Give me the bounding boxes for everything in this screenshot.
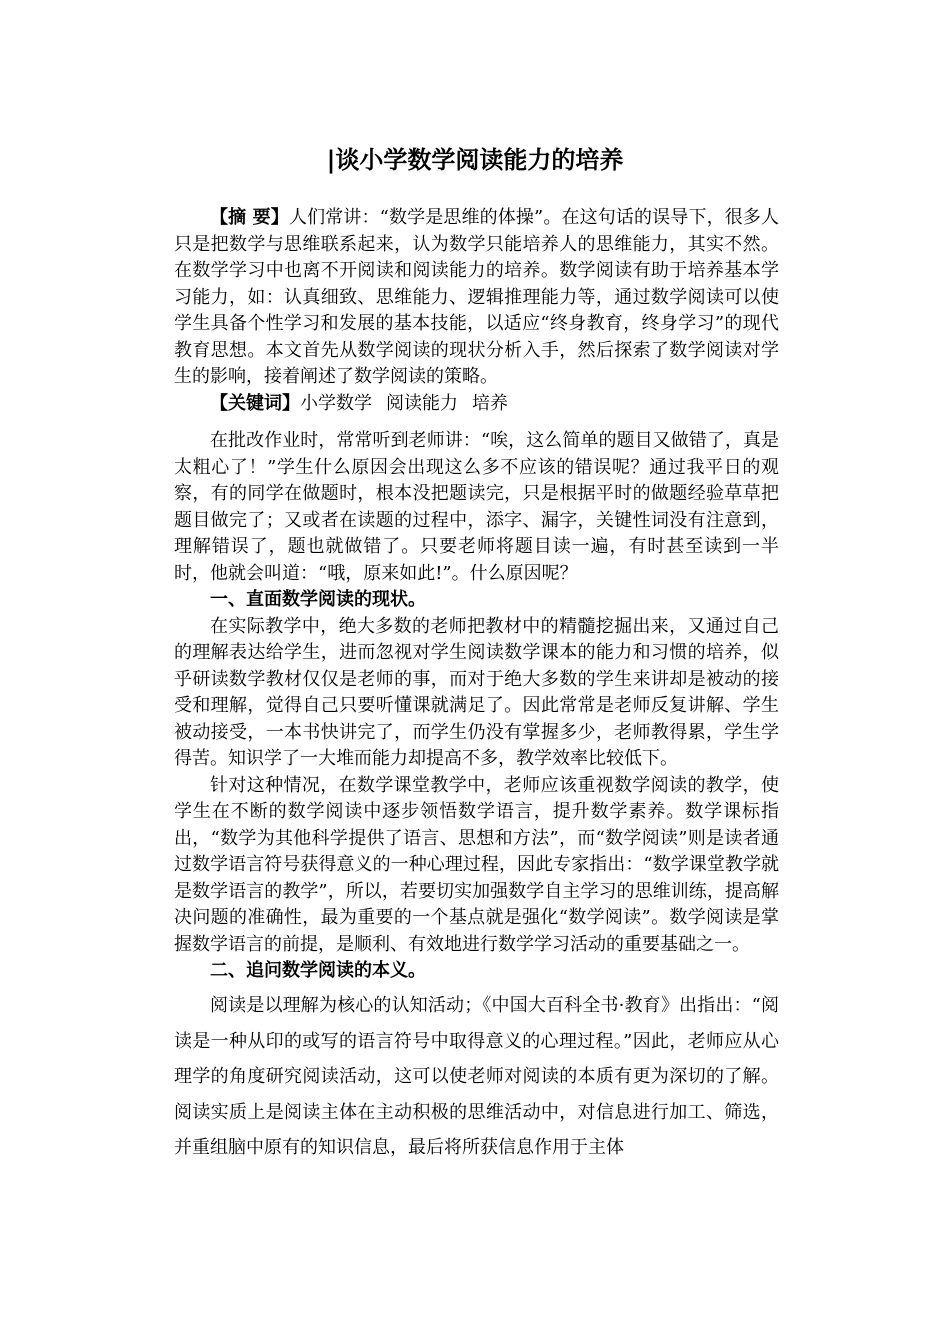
section1-paragraph-2: 针对这种情况，在数学课堂教学中，老师应该重视数学阅读的教学，使学生在不断的数学阅读中逐步领悟数学语言，提升数学素养。数学课标指出，“数学为其他科学提供了语言、思想和方法”，而“数学阅读”则是读者通过数学语言符号获得意义的一种心理过程，因此专家指出：“数学课堂教学就是数学语言的教学”，所以，若要切实加强数学自主学习的思维训练，提高解决问题的准确性，最为重要的一个基点就是强化“数学阅读”。数学阅读是掌握数学语言的前提，是顺利、有效地进行数学学习活动的重要基础之一。 xyxy=(174,774,779,955)
abstract-paragraph xyxy=(174,205,779,391)
section2-paragraph-1: 阅读是以理解为核心的认知活动；《中国大百科全书·教育》出指出：“阅读是一种从印的或写的语言符号中取得意义的心理过程。”因此，老师应从心理学的角度研究阅读活动，这可以使老师对阅读的本质有更为深切的了解。阅读实质上是阅读主体在主动积极的思维活动中，对信息进行加工、筛选，并重组脑中原有的知识信息，最后将所获信息作用于主体 xyxy=(174,995,779,1158)
keywords-label: 【关键词】 xyxy=(210,392,300,414)
section1-paragraph-1: 在实际教学中，绝大多数的老师把教材中的精髓挖掘出来，又通过自己的理解表达给学生，进而忽视对学生阅读数学课本的能力和习惯的培养，似乎研读数学教材仅仅是老师的事，而对于绝大多数的学生来讲却是被动的接受和理解，觉得自己只要听懂课就满足了。因此常常是老师反复讲解、学生被动接受，一本书快讲完了，而学生仍没有掌握多少，老师教得累，学生学得苦。知识学了一大堆而能力却提高不多，教学效率比较低下。 xyxy=(174,615,779,769)
intro-paragraph: 在批改作业时，常常听到老师讲：“唉，这么简单的题目又做错了，真是太粗心了！”学生什么原因会出现这么多不应该的错误呢？通过我平日的观察，有的同学在做题时，根本没把题读完，只是根据平时的做题经验草草把题目做完了；又或者在读题的过程中，添字、漏字，关键性词没有注意到，理解错误了，题也就做错了。只要老师将题目读一遍，有时甚至读到一半时，他就会叫道：“哦，原来如此!”。什么原因呢？ xyxy=(174,430,779,584)
section2-body xyxy=(174,988,779,1166)
keyword-item: 小学数学 xyxy=(300,392,372,414)
abstract-label: 【摘 要】 xyxy=(210,207,289,228)
keyword-item: 培养 xyxy=(472,392,508,414)
section-heading: 一、直面数学阅读的现状。 xyxy=(210,589,426,610)
abstract-block xyxy=(174,205,779,417)
document-title: |谈小学数学阅读能力的培养 xyxy=(326,146,624,174)
main-body xyxy=(174,428,779,985)
keyword-item: 阅读能力 xyxy=(386,392,458,414)
abstract-text: 人们常讲：“数学是思维的体操”。在这句话的误导下，很多人只是把数学与思维联系起来，认为数学只能培养人的思维能力，其实不然。在数学学习中也离不开阅读和阅读能力的培养。数学阅读有助于培养基本学习能力，如：认真细致、思维能力、逻辑推理能力等，通过数学阅读可以使学生具备个性学习和发展的基本技能，以适应“终身教育，终身学习”的现代教育思想。本文首先从数学阅读的现状分析入手，然后探索了数学阅读对学生的影响，接着阐述了数学阅读的策略。 xyxy=(174,207,779,387)
section-heading: 二、追问数学阅读的本义。 xyxy=(210,960,426,981)
keywords-line xyxy=(174,391,779,418)
